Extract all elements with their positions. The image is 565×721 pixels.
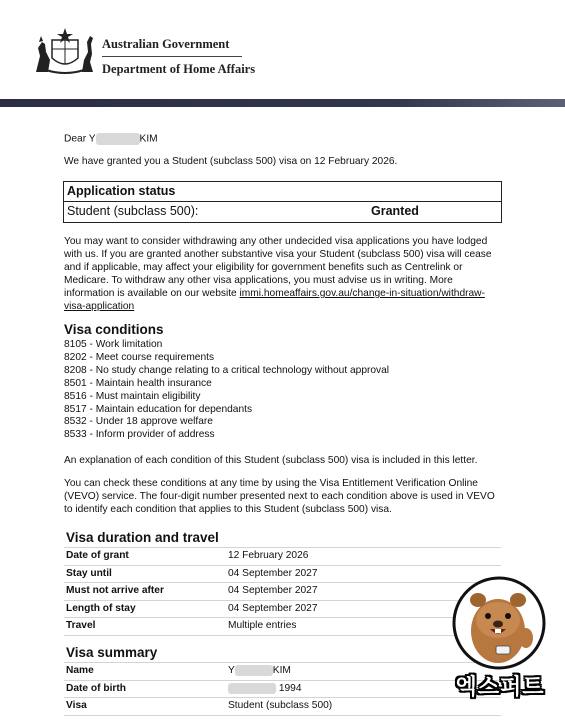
condition-item: 8533 - Inform provider of address [64,429,215,441]
row-label: Length of stay [66,602,136,614]
government-wordmark [102,37,255,77]
table-row [64,566,501,584]
condition-item: 8532 - Under 18 approve welfare [64,416,213,428]
condition-item: 8517 - Maintain education for dependants [64,403,253,415]
header-band [0,99,565,107]
row-label: Visa [66,700,87,711]
dob-year: 1994 [278,682,302,694]
row-value: Student (subclass 500) [228,700,333,711]
table-row [64,663,501,681]
redacted-dob [228,683,276,694]
row-value: 04 September 2027 [228,567,318,579]
grant-sentence: We have granted you a Student (subclass 500) visa on 12 February 2026. [64,156,398,167]
government-name: Australian Government [102,37,230,51]
coat-of-arms-icon [30,26,100,76]
withdraw-paragraph [64,235,504,313]
condition-item: 8208 - No study change relating to a critical technology without approval [64,364,390,376]
table-row [64,618,501,636]
withdraw-link[interactable]: immi.homeaffairs.gov.au/change-in-situation/withdraw-visa-application [64,288,485,312]
table-row [64,681,501,699]
condition-item: 8501 - Maintain health insurance [64,377,212,389]
row-value: Multiple entries [228,620,297,631]
conditions-explanation: An explanation of each condition of this Student (subclass 500) visa is included in this letter. [64,455,478,466]
condition-item: 8202 - Meet course requirements [64,351,215,363]
quokka-mascot-icon [452,576,546,670]
status-label: Student (subclass 500): [67,204,199,218]
row-label: Date of grant [66,550,129,561]
brand-watermark-text: 엑스퍼트 [455,674,545,699]
row-value: 12 February 2026 [228,550,309,561]
row-label: Name [66,665,94,676]
row-value [228,683,302,694]
summary-title-text: Visa summary [66,645,158,660]
table-row [64,698,501,716]
row-value: 04 September 2027 [228,602,318,614]
conditions-list [64,339,389,442]
name-suffix: KIM [272,665,291,677]
redacted-name [96,133,140,145]
row-label: Must not arrive after [66,585,164,596]
row-label: Travel [66,620,96,631]
row-value [228,665,291,676]
condition-item: 8516 - Must maintain eligibility [64,390,201,402]
row-label: Stay until [66,567,112,579]
salutation-prefix: Dear Y [64,133,96,145]
vevo-paragraph: You can check these conditions at any time by using the Visa Entitlement Verification Online (VEVO) service. The four-digit number presented next to each condition above is used in VEVO to identify each condition that applies to this Student (subclass 500) visa. [64,478,495,515]
department-name: Department of Home Affairs [102,62,256,76]
wordmark-divider [102,56,242,57]
status-title: Application status [67,184,176,198]
visa-summary-table [64,644,501,716]
redacted-name [235,665,273,676]
letter-header [0,0,565,100]
application-status-box [63,181,502,223]
name-prefix: Y [228,665,235,677]
duration-title [64,529,501,548]
summary-title [64,644,501,663]
salutation [64,133,158,146]
withdraw-text: You may want to consider withdrawing any other undecided visa applications you have lodged with us. If you are granted another substantive visa your Student (subclass 500) visa will cease and if applicable, may affect your eligibility for government benefits such as Centrelink or Medicare. To withdraw any other visa applications, you must advise us in writing. More information is available on our website [64,236,492,299]
status-divider [64,201,501,202]
row-value: 04 September 2027 [228,585,318,596]
row-label: Date of birth [66,682,126,694]
table-row [64,548,501,566]
conditions-title: Visa conditions [64,322,164,337]
table-row [64,601,501,619]
table-row [64,583,501,601]
duration-title-text: Visa duration and travel [66,530,219,545]
salutation-suffix: KIM [139,133,158,145]
status-value: Granted [371,204,419,218]
visa-duration-table [64,529,501,636]
condition-item: 8105 - Work limitation [64,339,163,350]
